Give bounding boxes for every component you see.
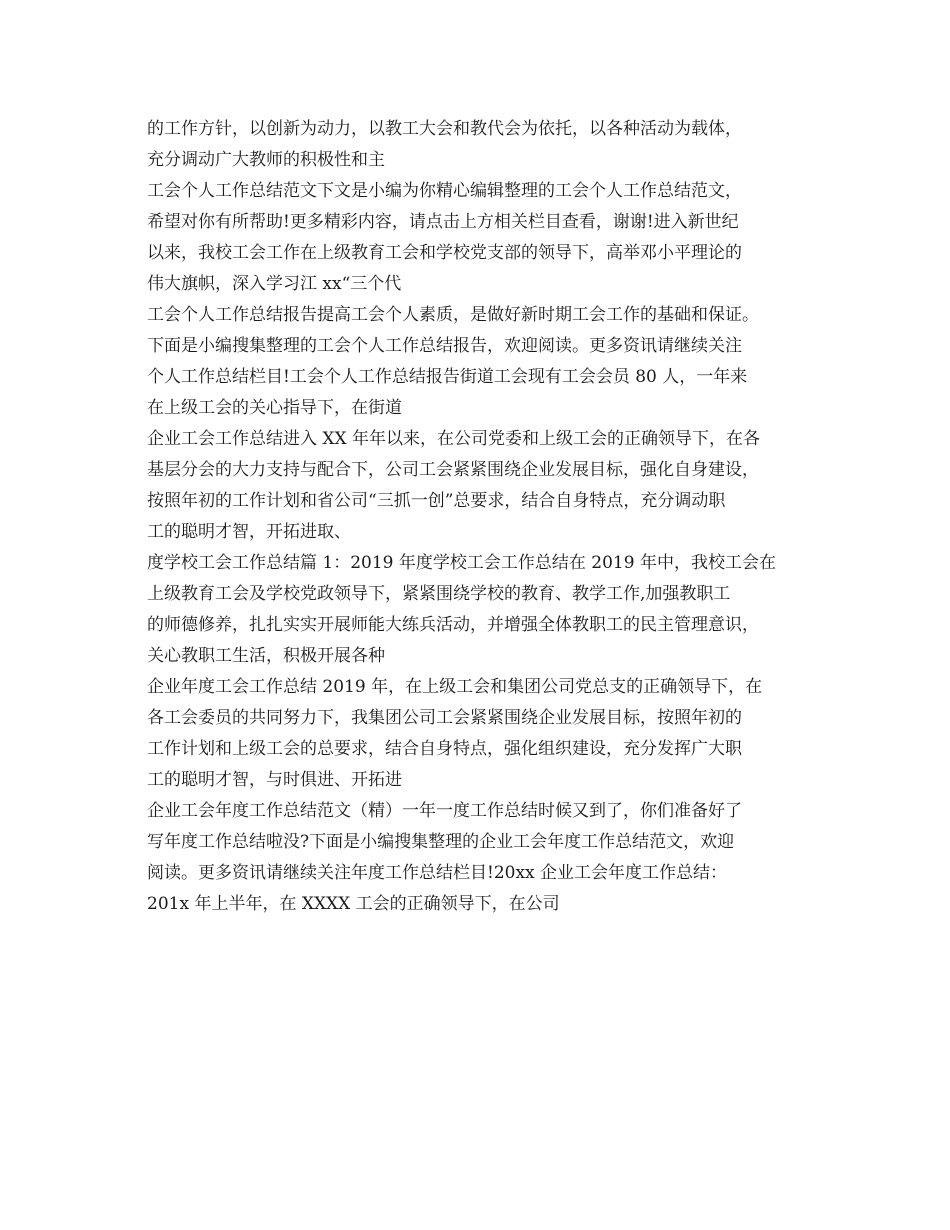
text-line: 企业年度工会工作总结 2019 年，在上级工会和集团公司党总支的正确领导下，在 [147,677,763,697]
text-line: 关心教职工生活，积极开展各种 [147,646,385,666]
text-line: 下面是小编搜集整理的工会个人工作总结报告，欢迎阅读。更多资讯请继续关注 [147,336,742,356]
text-line: 个人工作总结栏目!工会个人工作总结报告街道工会现有工会会员 80 人，一年来 [147,367,748,387]
text-line: 上级教育工会及学校党政领导下，紧紧围绕学校的教育、教学工作,加强教职工 [147,584,731,604]
text-line: 201x 年上半年，在 XXXX 工会的正确领导下，在公司 [147,894,560,914]
text-line: 在上级工会的关心指导下，在街道 [147,398,402,418]
text-line: 工作计划和上级工会的总要求，结合自身特点，强化组织建设，充分发挥广大职 [147,739,742,759]
text-line: 充分调动广大教师的积极性和主 [147,150,385,170]
text-line: 度学校工会工作总结篇 1：2019 年度学校工会工作总结在 2019 年中，我校工会在 [147,553,776,573]
text-line: 工会个人工作总结范文下文是小编为你精心编辑整理的工会个人工作总结范文， [147,181,742,201]
document-body-text [147,114,827,920]
text-line: 伟大旗帜，深入学习江 xx“三个代 [147,274,402,294]
text-line: 以来，我校工会工作在上级教育工会和学校党支部的领导下，高举邓小平理论的 [147,243,742,263]
text-line: 企业工会工作总结进入 XX 年年以来，在公司党委和上级工会的正确领导下，在各 [147,429,761,449]
text-line: 阅读。更多资讯请继续关注年度工作总结栏目!20xx 企业工会年度工作总结： [147,863,728,883]
text-line: 工的聪明才智，与时俱进、开拓进 [147,770,402,790]
text-line: 各工会委员的共同努力下，我集团公司工会紧紧围绕企业发展目标，按照年初的 [147,708,742,728]
text-line: 基层分会的大力支持与配合下，公司工会紧紧围绕企业发展目标，强化自身建设， [147,460,759,480]
text-line: 按照年初的工作计划和省公司“三抓一创”总要求，结合自身特点，充分调动职 [147,491,726,511]
text-line: 的师德修养，扎扎实实开展师能大练兵活动，并增强全体教职工的民主管理意识， [147,615,759,635]
text-line: 写年度工作总结啦没?下面是小编搜集整理的企业工会年度工作总结范文，欢迎 [147,832,735,852]
text-line: 企业工会年度工作总结范文（精）一年一度工作总结时候又到了，你们准备好了 [147,801,742,821]
text-line: 工的聪明才智，开拓进取、 [147,522,351,542]
text-line: 的工作方针，以创新为动力，以教工大会和教代会为依托，以各种活动为载体， [147,119,742,139]
text-line: 希望对你有所帮助!更多精彩内容，请点击上方相关栏目查看，谢谢!进入新世纪 [147,212,739,232]
text-line: 工会个人工作总结报告提高工会个人素质，是做好新时期工会工作的基础和保证。 [147,305,759,325]
